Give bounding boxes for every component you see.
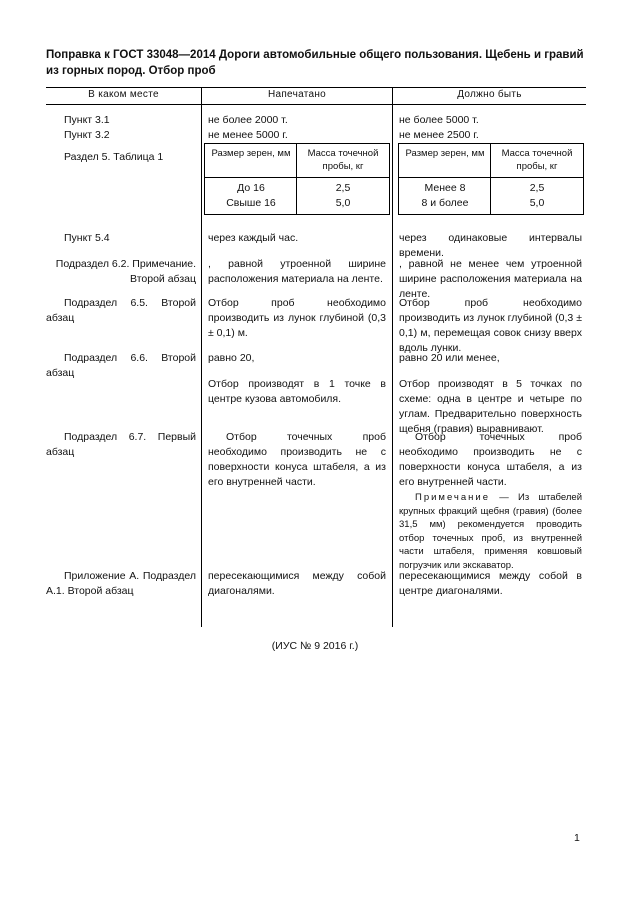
row1-correct-line2: не менее 2500 г.: [399, 129, 479, 141]
printed-mass-1: 2,5: [335, 182, 351, 194]
correct-mass-1: 2,5: [529, 182, 545, 194]
header-printed: Напечатано: [267, 89, 327, 100]
row2-place: Раздел 5. Таблица 1: [64, 151, 164, 163]
printed-subtable-rule: [205, 177, 389, 178]
row3-place: Пункт 5.4: [64, 232, 110, 244]
row7-printed: Отбор точечных проб необходимо производить не с поверхности конуса штабеля, а из его внутренней части.: [208, 431, 386, 488]
row3-correct: через одинаковые интервалы времени.: [399, 232, 582, 259]
row4-correct: , равной не менее чем утроенной ширине расположения материала на ленте.: [399, 258, 582, 300]
row1-printed: [208, 113, 386, 143]
row1-place-line2: Пункт 3.2: [64, 129, 110, 141]
row7-note: [399, 491, 582, 572]
row1-place-line1: Пункт 3.1: [64, 114, 110, 126]
row7-place: Подраздел 6.7. Первый абзац: [46, 431, 196, 458]
row8-printed: пересекающимися между собой диагоналями.: [208, 570, 386, 597]
correct-subtable-rule: [399, 177, 583, 178]
row1-printed-line2: не менее 5000 г.: [208, 129, 288, 141]
document-title: Поправка к ГОСТ 33048—2014 Дороги автомобильные общего пользования. Щебень и гравий из горных пород. Отбор проб: [46, 49, 584, 77]
correct-subtable-mass: [493, 181, 581, 211]
printed-subtable-header-size: Размер зерен, мм: [211, 148, 291, 159]
row6-place: Подраздел 6.6. Второй абзац: [46, 352, 196, 379]
printed-size-2: Свыше 16: [226, 197, 276, 209]
correct-subtable: [398, 143, 584, 215]
printed-subtable-mass: [299, 181, 387, 211]
header-place: В каком месте: [88, 89, 159, 100]
row1-place: [46, 113, 196, 143]
correct-size-2: 8 и более: [421, 197, 469, 209]
printed-subtable-header-mass: Масса точечной пробы, кг: [307, 148, 379, 172]
correct-subtable-header-size: Размер зерен, мм: [405, 148, 485, 159]
correct-subtable-divider: [490, 144, 491, 214]
correct-subtable-header-mass: Масса точечной пробы, кг: [501, 148, 573, 172]
row8-place: Приложение А. Подраздел А.1. Второй абзац: [46, 570, 196, 597]
printed-mass-2: 5,0: [335, 197, 351, 209]
row3-printed: через каждый час.: [208, 232, 299, 244]
printed-subtable-sizes: [207, 181, 295, 211]
correct-size-1: Менее 8: [424, 182, 466, 194]
row4-place: Подраздел 6.2. Примечание. Второй абзац: [55, 258, 196, 285]
row6-correct-2: Отбор производят в 5 точках по схеме: одна в центре и четыре по углам. Предварительно поверхность щебня (гравия) выравнивают.: [399, 378, 582, 435]
row5-printed: Отбор проб необходимо производить из лунок глубиной (0,3 ± 0,1) м.: [208, 297, 386, 339]
correct-mass-2: 5,0: [529, 197, 545, 209]
row6-printed-2: Отбор производят в 1 точке в центре кузова автомобиля.: [208, 378, 386, 405]
footer-ius: (ИУС № 9 2016 г.): [271, 640, 359, 652]
note-label: Примечание: [415, 492, 490, 503]
row1-correct: [399, 113, 582, 143]
column-divider-1: [201, 87, 202, 627]
row8-correct: пересекающимися между собой в центре диагоналями.: [399, 570, 582, 597]
printed-subtable: [204, 143, 390, 215]
printed-subtable-divider: [296, 144, 297, 214]
row5-place: Подраздел 6.5. Второй абзац: [46, 297, 196, 324]
printed-size-1: До 16: [237, 182, 265, 194]
note-text: — Из штабелей крупных фракций щебня (гравия) (более 31,5 мм) рекомендуется проводить отбор точечных проб, из внутренней части штабеля, применяя ковшовый погрузчик или экскаватор.: [399, 492, 582, 571]
row5-correct: Отбор проб необходимо производить из лунок глубиной (0,3 ± 0,1) м, перемещая совок снизу вверх вдоль лунки.: [399, 297, 582, 354]
correct-subtable-sizes: [401, 181, 489, 211]
row4-printed: , равной утроенной ширине расположения материала на ленте.: [208, 258, 386, 285]
page-number: 1: [574, 832, 580, 844]
row6-printed-1: равно 20,: [208, 352, 255, 364]
table-header-rule: [46, 104, 586, 105]
row1-printed-line1: не более 2000 т.: [208, 114, 288, 126]
row7-correct: Отбор точечных проб необходимо производить не с поверхности конуса штабеля, а из его внутренней части.: [399, 431, 582, 488]
row1-correct-line1: не более 5000 т.: [399, 114, 479, 126]
column-divider-2: [392, 87, 393, 627]
header-correct: Должно быть: [457, 89, 522, 100]
row6-correct-1: равно 20 или менее,: [399, 352, 500, 364]
corrections-table: [46, 87, 586, 627]
